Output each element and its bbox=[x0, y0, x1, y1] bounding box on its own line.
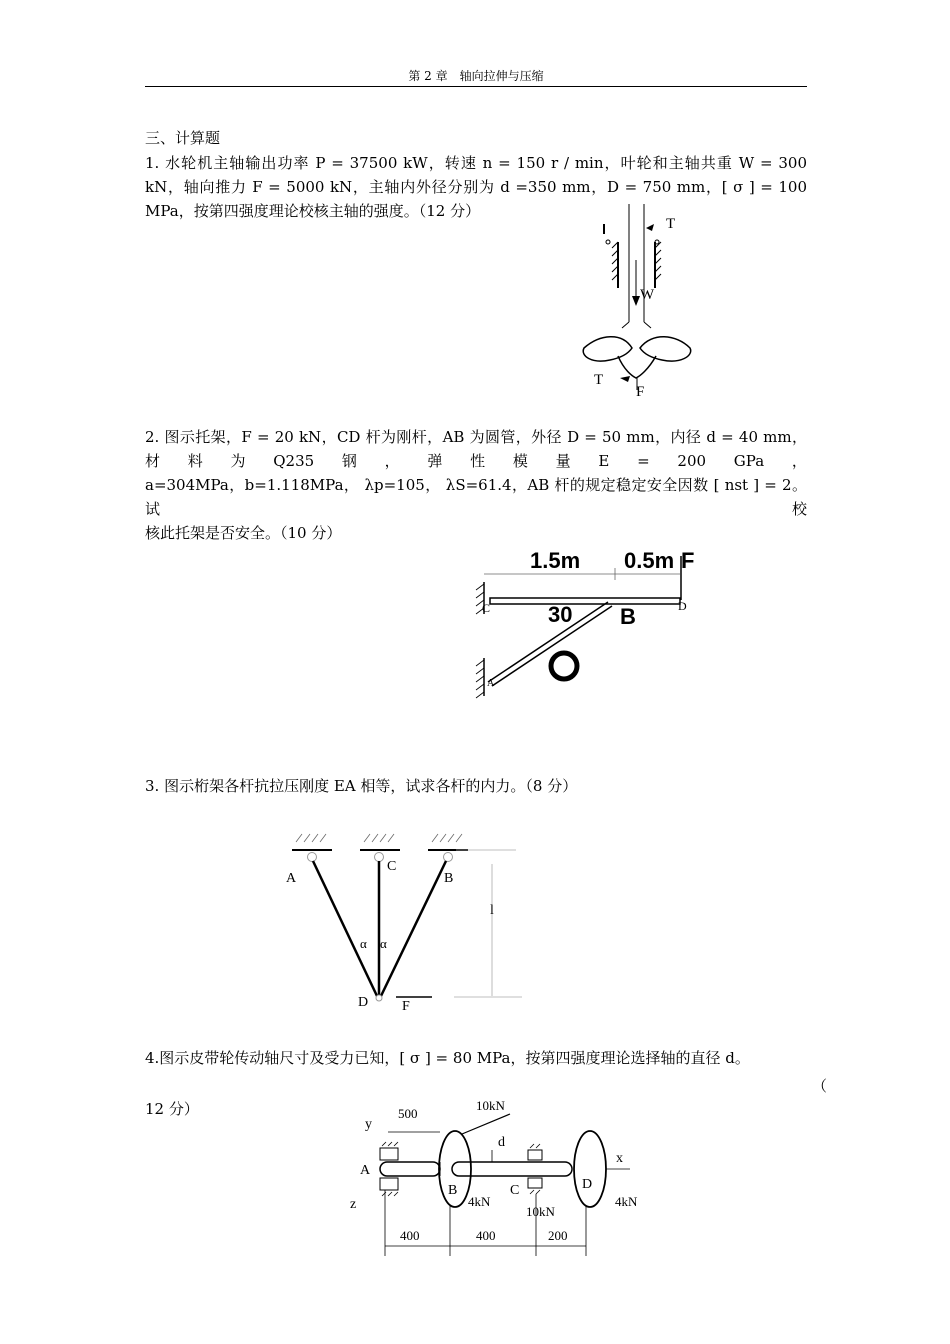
p2-word: 为 bbox=[230, 452, 246, 470]
p2-word: ， bbox=[791, 452, 807, 470]
p3-label-f: F bbox=[402, 999, 410, 1014]
p4-load-d: 4kN bbox=[615, 1194, 638, 1209]
page-header: 第 2 章 轴向拉伸与压缩 bbox=[408, 69, 544, 83]
p3-label-a: A bbox=[286, 871, 297, 886]
problem-4-line-2: 12 分） bbox=[145, 1100, 199, 1118]
p3-label-alpha-2: α bbox=[380, 936, 387, 951]
p2-word: 模 bbox=[512, 452, 528, 470]
p2-word: 性 bbox=[470, 452, 486, 470]
p1-label-t-top: T bbox=[666, 216, 676, 232]
p3-label-d: D bbox=[358, 995, 369, 1010]
p2-label-a: A bbox=[487, 678, 495, 689]
header-rule bbox=[145, 86, 807, 87]
p4-label-d-diam: d bbox=[498, 1135, 505, 1150]
problem-1-line-1: 1. 水轮机主轴输出功率 P = 37500 kW，转速 n = 150 r / min，叶轮和主轴共重 W = 300 bbox=[145, 154, 807, 172]
problem-2-line-3: a=304MPa，b=1.118MPa， λp=105， λS=61.4，AB 杆的规定稳定安全因数 [ nst ] = 2。试校 bbox=[145, 476, 807, 518]
p4-load-b: 4kN bbox=[468, 1194, 491, 1209]
problem-4-text bbox=[145, 1046, 807, 1070]
p4-label-a: A bbox=[360, 1163, 371, 1178]
p2-word: GPa bbox=[733, 452, 765, 470]
p4-label-b: B bbox=[448, 1183, 458, 1198]
p1-label-t-bottom: T bbox=[594, 372, 604, 388]
p2-word: 料 bbox=[187, 452, 203, 470]
problem-3-line-1: 3. 图示桁架各杆抗拉压刚度 EA 相等，试求各杆的内力。（8 分） bbox=[145, 777, 578, 795]
problem-2-line-4: 核此托架是否安全。（10 分） bbox=[145, 524, 342, 542]
problem-2-figure bbox=[470, 540, 710, 700]
p4-dim-400a: 400 bbox=[400, 1228, 420, 1243]
p2-word: 材 bbox=[145, 452, 161, 470]
p4-load-c: 10kN bbox=[526, 1204, 555, 1219]
p2-label-b: B bbox=[620, 604, 636, 629]
p2-word: = bbox=[637, 452, 650, 470]
problem-2-text bbox=[145, 425, 807, 545]
p4-dim-200: 200 bbox=[548, 1228, 568, 1243]
problem-1-figure bbox=[570, 200, 720, 400]
p2-word: 钢 bbox=[341, 452, 357, 470]
p2-word: ， bbox=[384, 452, 400, 470]
problem-4-figure bbox=[340, 1094, 670, 1264]
p2-label-d: D bbox=[678, 599, 687, 613]
problem-2-line-1: 2. 图示托架，F = 20 kN，CD 杆为刚杆，AB 为圆管，外径 D = 50 mm，内径 d = 40 mm， bbox=[145, 428, 807, 446]
p4-label-z: z bbox=[350, 1197, 357, 1212]
p2-word: 200 bbox=[677, 452, 707, 470]
problem-1-line-2: kN，轴向推力 F = 5000 kN，主轴内外径分别为 d =350 mm，D = 750 mm，[ σ ] = 100 bbox=[145, 178, 807, 196]
p4-label-y: y bbox=[365, 1117, 372, 1132]
p2-word: Q235 bbox=[273, 452, 315, 470]
p4-label-d: D bbox=[582, 1177, 593, 1192]
p2-word: 弹 bbox=[427, 452, 443, 470]
p3-label-alpha-1: α bbox=[360, 936, 367, 951]
p4-dim-500: 500 bbox=[398, 1106, 418, 1121]
p1-label-w: W bbox=[640, 287, 655, 303]
problem-3-text bbox=[145, 774, 807, 798]
p2-word: 量 bbox=[555, 452, 571, 470]
p2-dim-1: 1.5m bbox=[530, 548, 581, 573]
problem-4-paren: （ bbox=[812, 1077, 828, 1095]
p4-label-c: C bbox=[510, 1183, 520, 1198]
problem-3-figure bbox=[280, 828, 540, 1018]
problem-2-line-2 bbox=[145, 449, 807, 473]
p4-label-x: x bbox=[616, 1151, 623, 1166]
p2-label-c: C bbox=[482, 601, 491, 615]
p3-label-b: B bbox=[444, 871, 454, 886]
p2-dim-2: 0.5m bbox=[624, 548, 675, 573]
p4-load-top: 10kN bbox=[476, 1098, 505, 1113]
problem-4-line-1: 4.图示皮带轮传动轴尺寸及受力已知，[ σ ] = 80 MPa，按第四强度理论选择轴的直径 d。 bbox=[145, 1049, 750, 1067]
p1-label-f: F bbox=[636, 384, 645, 400]
p4-dim-400b: 400 bbox=[476, 1228, 496, 1243]
p3-label-c: C bbox=[387, 859, 397, 874]
p2-angle: 30 bbox=[548, 602, 573, 627]
section-title: 三、计算题 bbox=[145, 129, 221, 147]
p2-word: E bbox=[598, 452, 610, 470]
problem-1-line-3: MPa，按第四强度理论校核主轴的强度。（12 分） bbox=[145, 202, 481, 220]
p3-label-l: l bbox=[490, 903, 494, 918]
p2-label-f: F bbox=[681, 548, 695, 573]
